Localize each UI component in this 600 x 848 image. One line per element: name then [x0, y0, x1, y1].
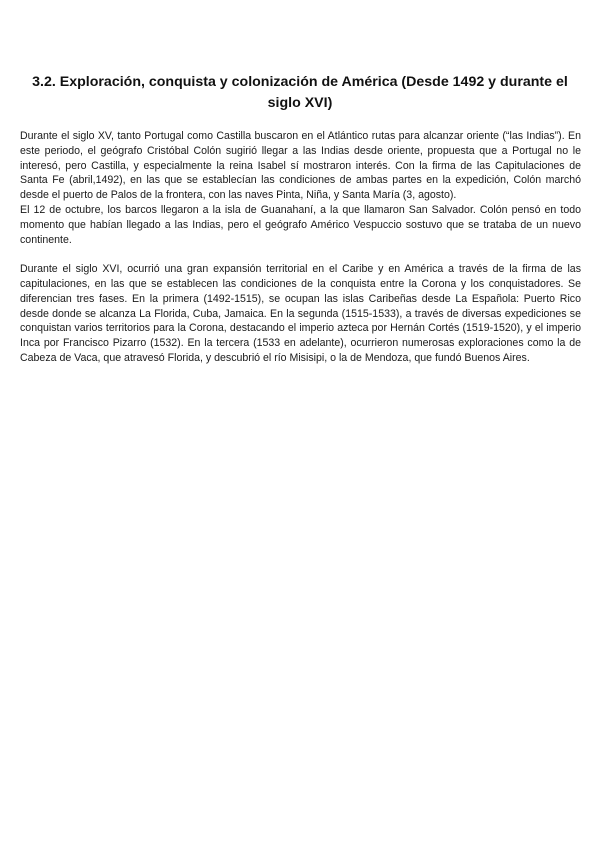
paragraph-columbus-voyage: Durante el siglo XV, tanto Portugal como Castilla buscaron en el Atlántico rutas para alcanzar oriente (“las Indias”). En este periodo, el geógrafo Cristóbal Colón sugirió llegar a las Indias desde oriente, propuesta que a Portugal no le interesó, pero Castilla, y especialmente la reina Isabel sí mostraron interés. Con la firma de las Capitulaciones de Santa Fe (abril,1492), en las que se establecían las condiciones de ambas partes en la expedición, Colón marchó desde el puerto de Palos de la frontera, con las naves Pinta, Niña, y Santa María (3, agosto). [20, 130, 581, 202]
paragraph-arrival-guanahani: El 12 de octubre, los barcos llegaron a la isla de Guanahaní, a la que llamaron San Salvador. Colón pensó en todo momento que habían llegado a las Indias, pero el geógrafo Américo Vespuccio sostuvo que se trataba de un nuevo continente. [20, 203, 581, 246]
paragraph-spacer [20, 247, 581, 262]
paragraph-sixteenth-century-expansion: Durante el siglo XVI, ocurrió una gran expansión territorial en el Caribe y en América a través de la firma de las capitulaciones, en las que se establecen las condiciones de la conquista entre la Corona y los conquistadores. Se diferencian tres fases. En la primera (1492-1515), se ocupan las islas Caribeñas desde La Española: Puerto Rico desde donde se alcanza La Florida, Cuba, Jamaica. En la segunda (1515-1533), a través de diversas expediciones se conquistan varios territorios para la Corona, destacando el imperio azteca por Hernán Cortés (1519-1520), y el imperio Inca por Francisco Pizarro (1532). En la tercera (1533 en adelante), ocurrieron numerosas exploraciones como la de Cabeza de Vaca, que atravesó Florida, y descubrió el río Misisipi, o la de Mendoza, que fundó Buenos Aires. [20, 263, 581, 364]
document-body [20, 129, 581, 366]
section-title: 3.2. Exploración, conquista y colonización de América (Desde 1492 y durante el siglo XVI) [32, 74, 568, 111]
